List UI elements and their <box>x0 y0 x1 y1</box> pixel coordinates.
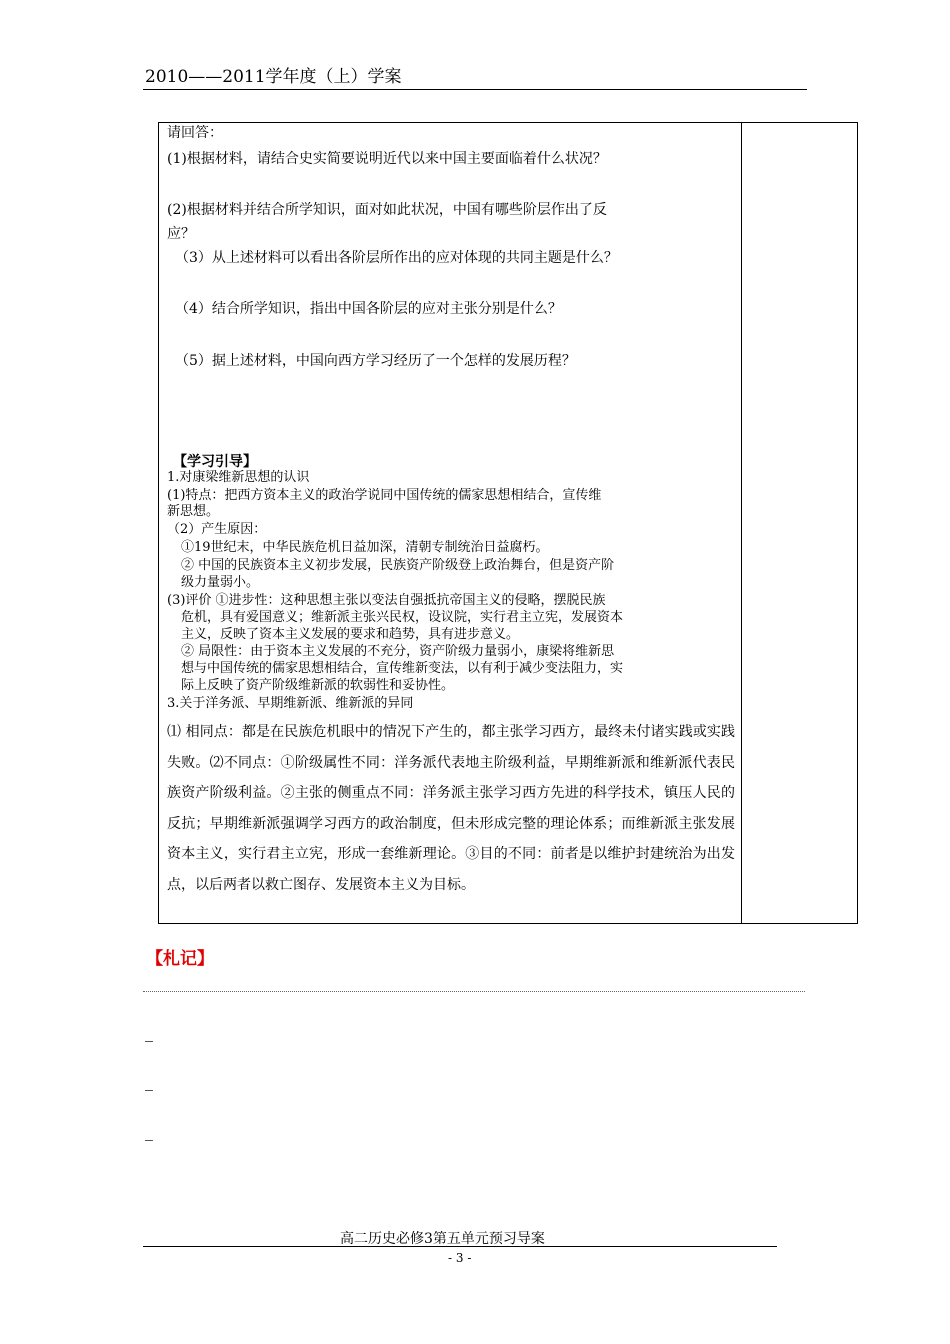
footer-title: 高二历史必修3第五单元预习导案 <box>340 1231 545 1247</box>
header-rule <box>143 89 807 90</box>
guide-section-3-body: ⑴ 相同点：都是在民族危机眼中的情况下产生的，都主张学习西方，最终未付诸实践或实践失败。⑵不同点：①阶级属性不同：洋务派代表地主阶级利益，早期维新派和维新派代表民族资产阶级利益。②主张的侧重点不同：洋务派主张学习西方先进的科学技术，镇压人民的反抗；早期维新派强调学习西方的政治制度，但未形成完整的理论体系；而维新派主张发展资本主义，实行君主立宪，形成一套维新理论。③目的不同：前者是以维护封建统治为出发点，以后两者以救亡图存、发展资本主义为目标。 <box>167 724 735 893</box>
notes-dotted-line <box>143 991 805 992</box>
guide-cause-2-line2: 级力量弱小。 <box>181 575 260 590</box>
column-divider <box>741 123 742 923</box>
guide-cause-1: ①19世纪末，中华民族危机日益加深，清朝专制统治日益腐朽。 <box>181 540 549 555</box>
guide-limit-line2: 想与中国传统的儒家思想相结合，宣传维新变法，以有利于减少变法阻力，实 <box>181 661 624 676</box>
guide-section-1-title: 1.对康梁维新思想的认识 <box>167 470 310 485</box>
footer-rule <box>143 1246 777 1247</box>
question-3: （3）从上述材料可以看出各阶层所作出的应对体现的共同主题是什么？ <box>175 250 618 266</box>
guide-title: 【学习引导】 <box>173 454 257 470</box>
question-2-line1: (2)根据材料并结合所学知识，面对如此状况，中国有哪些阶层作出了反 <box>167 202 607 218</box>
question-4: （4）结合所学知识，指出中国各阶层的应对主张分别是什么？ <box>175 301 562 317</box>
prompt-label: 请回答： <box>167 125 223 141</box>
guide-feature-line1: (1)特点：把西方资本主义的政治学说同中国传统的儒家思想相结合，宣传维 <box>167 488 602 503</box>
page-number: - 3 - <box>448 1251 472 1265</box>
notes-title: 【札记】 <box>146 949 214 969</box>
question-1: (1)根据材料，请结合史实简要说明近代以来中国主要面临着什么状况？ <box>167 151 607 167</box>
question-2-line2: 应？ <box>167 226 195 242</box>
guide-limit-line1: ② 局限性：由于资本主义发展的不充分，资产阶级力量弱小，康梁将维新思 <box>181 644 615 659</box>
page-header-title: 2010——2011学年度（上）学案 <box>145 67 402 87</box>
guide-section-3-title: 3.关于洋务派、早期维新派、维新派的异同 <box>167 696 414 711</box>
notes-mark <box>145 1090 153 1091</box>
guide-cause-title: （2）产生原因： <box>167 522 267 537</box>
guide-eval-line1: (3)评价 ①进步性：这种思想主张以变法自强抵抗帝国主义的侵略，摆脱民族 <box>167 593 606 608</box>
guide-eval-line2: 危机，具有爱国意义；维新派主张兴民权，设议院，实行君主立宪，发展资本 <box>181 610 624 625</box>
notes-mark <box>145 1041 153 1042</box>
notes-mark <box>145 1140 153 1141</box>
guide-eval-line3: 主义，反映了资本主义发展的要求和趋势，具有进步意义。 <box>181 627 520 642</box>
question-5: （5）据上述材料，中国向西方学习经历了一个怎样的发展历程？ <box>175 353 576 369</box>
guide-limit-line3: 际上反映了资产阶级维新派的软弱性和妥协性。 <box>181 678 455 693</box>
content-table <box>158 122 858 924</box>
guide-feature-line2: 新思想。 <box>167 504 220 519</box>
guide-cause-2-line1: ② 中国的民族资本主义初步发展，民族资产阶级登上政治舞台，但是资产阶 <box>181 558 615 573</box>
